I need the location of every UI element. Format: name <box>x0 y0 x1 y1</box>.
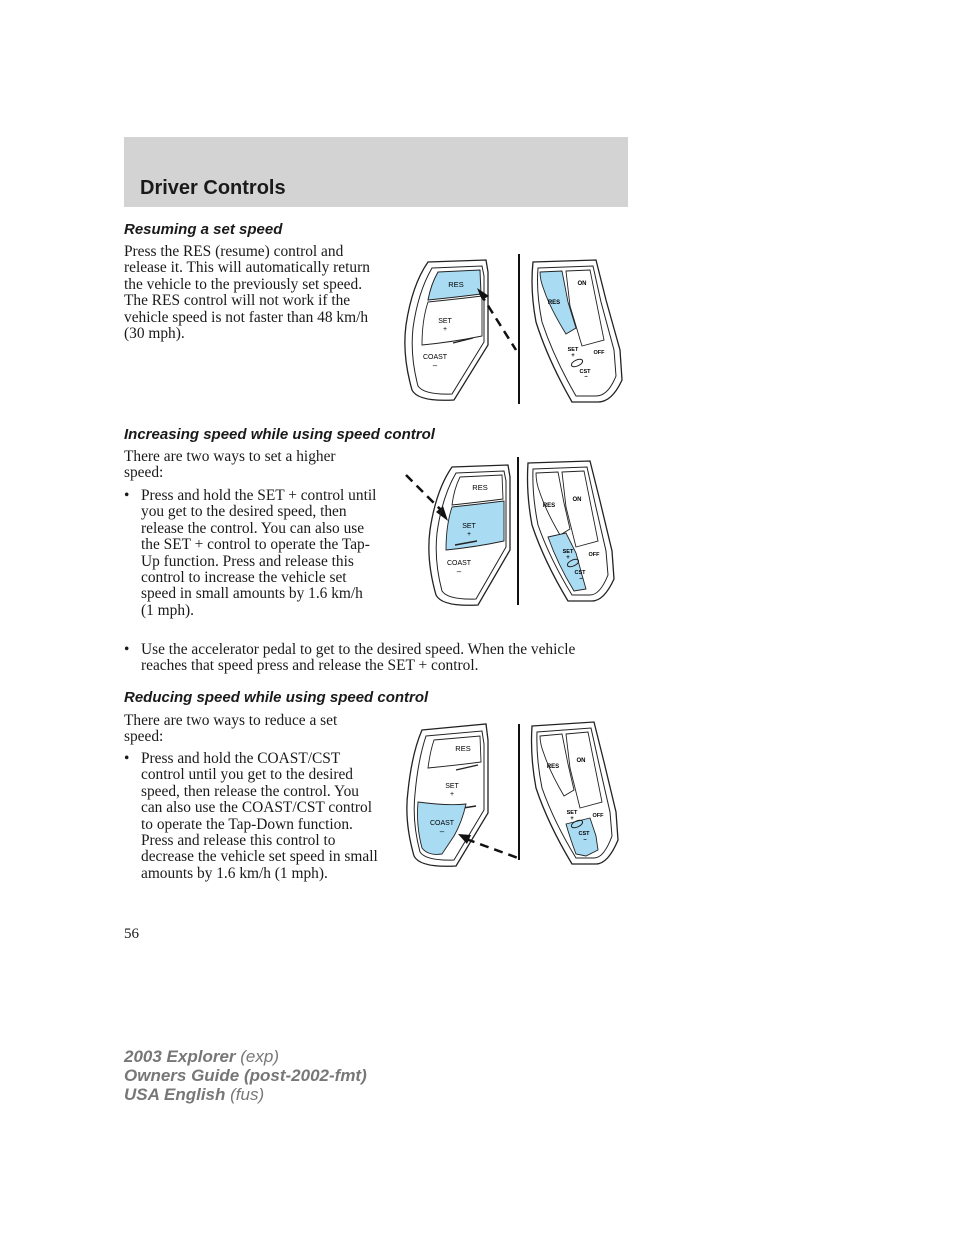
bullet-dot: • <box>124 641 130 658</box>
plus-label: + <box>449 791 455 798</box>
minus-label-right: – <box>584 374 588 380</box>
on-label: ON <box>577 281 587 287</box>
bullet-increasing-2 <box>124 641 601 675</box>
pointer-arrow <box>466 839 518 858</box>
set-label-right: SET <box>562 549 574 555</box>
plus-label: + <box>466 531 472 538</box>
res-label-right: RES <box>547 300 561 306</box>
plus-label-right: + <box>571 353 575 359</box>
coast-label: COAST <box>429 820 455 827</box>
minus-label: – <box>439 827 445 836</box>
right-control-pad <box>532 260 622 402</box>
plus-label: + <box>442 326 448 333</box>
minus-label-right: – <box>579 576 583 582</box>
footer-line-2 <box>124 1066 367 1085</box>
bullet-reducing-1 <box>124 750 381 882</box>
footer-model-code: (exp) <box>240 1047 279 1066</box>
footer-model: 2003 Explorer <box>124 1047 236 1066</box>
plus-label-right: + <box>566 555 570 561</box>
bullet-dot: • <box>124 750 130 767</box>
off-label: OFF <box>592 813 604 819</box>
heading-increasing: Increasing speed while using speed control <box>124 426 435 443</box>
coast-label: COAST <box>422 354 448 361</box>
on-label: ON <box>576 758 586 764</box>
left-control-pad <box>405 260 488 400</box>
bullet-increasing-1 <box>124 487 379 619</box>
pointer-arrow <box>480 293 516 350</box>
intro-increasing: There are two ways to set a higher speed: <box>124 448 336 482</box>
bullet-text: Press and hold the SET + control until you get to the desired speed, then release the control. You can also use the SET + control to operate the Tap-Up function. Press and release this control to increase the vehicle set speed in small amounts by 1.6 km/h (1 mph). <box>141 487 377 619</box>
off-label: OFF <box>593 350 605 356</box>
intro-reducing: There are two ways to reduce a set speed: <box>124 712 338 746</box>
left-control-pad <box>407 724 488 866</box>
right-control-pad <box>528 461 615 601</box>
heading-resuming: Resuming a set speed <box>124 221 283 238</box>
right-control-pad <box>532 722 619 864</box>
footer-line-3 <box>124 1085 367 1104</box>
set-label: SET <box>462 523 476 530</box>
paragraph-resuming: Press the RES (resume) control and release it. This will automatically return the vehicle to the previously set speed. The RES control will not work if the vehicle speed is not faster than 48 km/h (30 mph). <box>124 243 370 343</box>
footer-line-1 <box>124 1047 367 1066</box>
res-label: RES <box>448 280 464 289</box>
footer-language: USA English <box>124 1085 226 1104</box>
res-label: RES <box>472 483 488 492</box>
res-label-right: RES <box>546 764 560 770</box>
page-title: Driver Controls <box>140 177 286 199</box>
page-number: 56 <box>124 926 139 942</box>
res-label: RES <box>455 744 471 753</box>
minus-label-right: – <box>583 837 587 843</box>
bullet-text: Use the accelerator pedal to get to the desired speed. When the vehicle reaches that speed press and release the SET + control. <box>141 641 576 675</box>
bullet-dot: • <box>124 487 130 504</box>
footer-language-code: (fus) <box>230 1085 265 1104</box>
left-control-pad <box>429 465 510 605</box>
footer <box>124 1047 367 1104</box>
minus-label: – <box>456 567 462 576</box>
cst-label: CST <box>574 570 586 576</box>
set-label: SET <box>438 318 452 325</box>
coast-label: COAST <box>446 560 472 567</box>
off-label: OFF <box>588 552 600 558</box>
figure-set-control <box>398 455 630 610</box>
footer-guide: Owners Guide (post-2002-fmt) <box>124 1066 367 1085</box>
res-label-right: RES <box>542 503 556 509</box>
pointer-arrow <box>406 475 442 511</box>
plus-label-right: + <box>570 816 574 822</box>
heading-reducing: Reducing speed while using speed control <box>124 689 429 706</box>
figure-coast-control <box>398 718 630 870</box>
set-label: SET <box>445 783 459 790</box>
minus-label: – <box>432 361 438 370</box>
bullet-text: Press and hold the COAST/CST control until you get to the desired speed, then release the control. You can also use the COAST/CST control to operate the Tap-Down function. Press and release this control to decrease the vehicle set speed in small amounts by 1.6 km/h (1 mph). <box>141 750 378 882</box>
cst-label: CST <box>579 369 591 375</box>
set-label-right: SET <box>567 347 579 353</box>
figure-resume-control <box>398 250 630 410</box>
header-band <box>124 137 628 207</box>
on-label: ON <box>572 497 582 503</box>
cst-label: CST <box>578 831 590 837</box>
set-label-right: SET <box>566 810 578 816</box>
